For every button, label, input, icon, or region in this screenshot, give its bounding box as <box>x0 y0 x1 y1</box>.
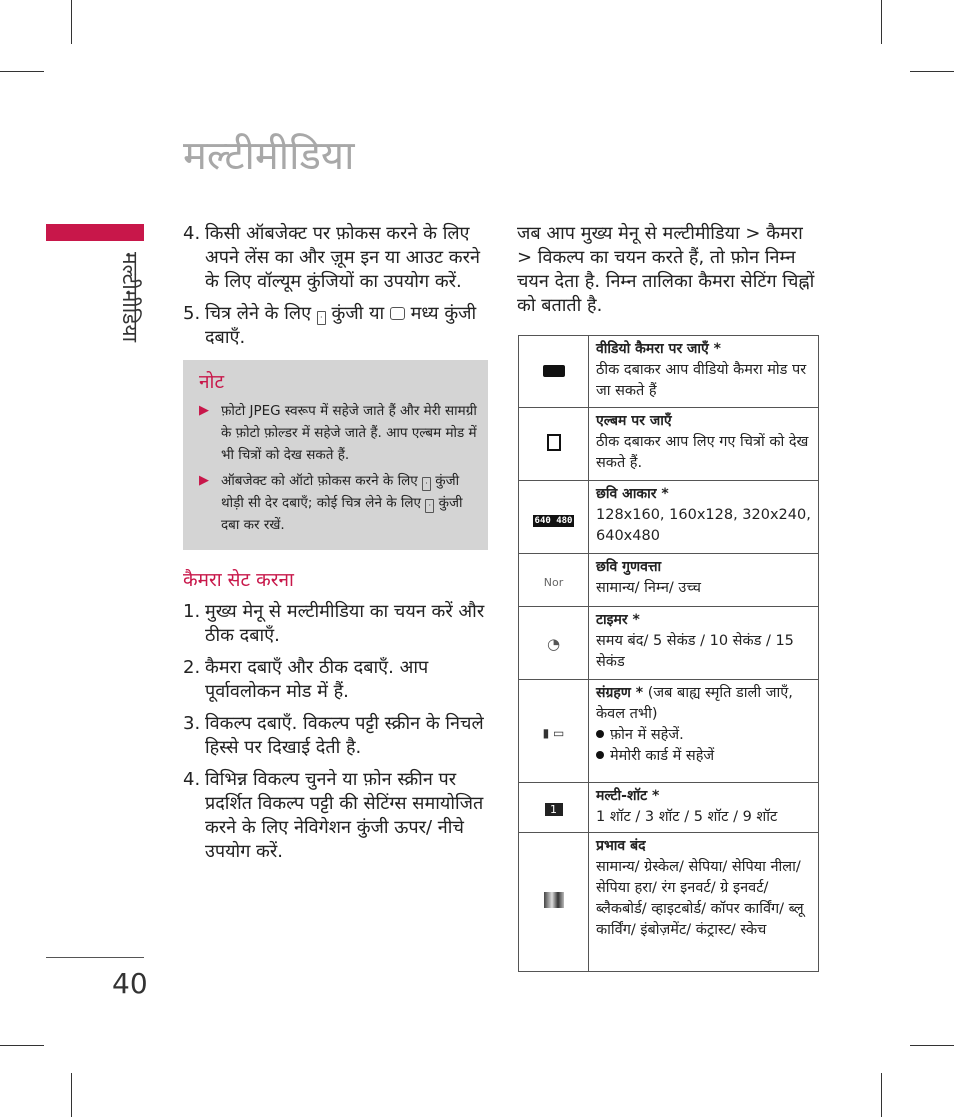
side-section-label: मल्टीमीडिया <box>118 252 142 343</box>
table-row <box>519 607 819 680</box>
left-column <box>183 222 488 872</box>
list-item <box>183 222 488 294</box>
table-row <box>519 336 819 408</box>
note-heading: नोट <box>199 371 225 393</box>
table-row <box>519 408 819 481</box>
list-item <box>183 302 488 350</box>
table-row <box>519 554 819 607</box>
setting-desc: समय बंद/ 5 सेकंड / 10 सेकंड / 15 सेकंड <box>596 633 794 670</box>
step-number: 4. <box>183 769 201 790</box>
crop-mark <box>881 0 882 44</box>
step-text: विभिन्न विकल्प चुनने या फ़ोन स्क्रीन पर प्रदर्शित विकल्प पट्टी की सेटिंग्स समायोजित करने के लिए नेविगेशन कुंजी ऊपर/ नीचे उपयोग करें. <box>205 769 484 862</box>
step-number: 5. <box>183 303 201 324</box>
setting-title: संग्रहण * <box>596 685 644 701</box>
step-text: मुख्य मेनू से मल्टीमीडिया का चयन करें और ठीक दबाएँ. <box>205 601 485 646</box>
step-number: 1. <box>183 601 201 622</box>
setting-option: फ़ोन में सहेजें. <box>610 727 684 743</box>
camera-key-icon: · <box>425 499 434 513</box>
note-item <box>199 470 478 536</box>
step-text: कैमरा दबाएँ और ठीक दबाएँ. आप पूर्वावलोकन मोड में हैं. <box>205 657 429 702</box>
quality-icon: Nor <box>543 575 564 589</box>
setting-title: वीडियो कैमरा पर जाएँ * <box>596 341 721 357</box>
list-item <box>183 768 488 864</box>
step-number: 3. <box>183 713 201 734</box>
camera-settings-table <box>518 335 819 972</box>
step-text: चित्र लेने के लिए · कुंजी या मध्य कुंजी दबाएँ. <box>205 303 477 348</box>
setting-title: प्रभाव बंद <box>596 838 646 854</box>
timer-icon: ◔ <box>546 634 561 653</box>
table-row <box>519 783 819 833</box>
setting-desc: सामान्य/ निम्न/ उच्च <box>596 580 702 596</box>
crop-mark <box>910 1045 954 1046</box>
step-number: 4. <box>183 223 201 244</box>
list-item <box>183 656 488 704</box>
crop-mark <box>0 71 44 72</box>
triangle-bullet-icon: ▶ <box>199 403 209 418</box>
note-text: ऑबजेक्ट को ऑटो फ़ोकस करने के लिए · कुंजी थोड़ी सी देर दबाएँ; कोई चित्र लेने के लिए · कुंजी दबा कर रखें. <box>221 473 463 533</box>
crop-mark <box>881 1073 882 1117</box>
image-size-icon: 640 480 <box>534 515 573 526</box>
section-tab-marker <box>46 224 144 241</box>
setting-desc: 128x160, 160x128, 320x240, 640x480 <box>596 507 811 544</box>
step-number: 2. <box>183 657 201 678</box>
setting-desc: 1 शॉट / 3 शॉट / 5 शॉट / 9 शॉट <box>596 809 778 825</box>
setting-title: मल्टी-शॉट * <box>596 788 660 804</box>
table-row <box>519 833 819 972</box>
bullet-dot-icon <box>596 730 604 738</box>
table-row <box>519 680 819 783</box>
intro-paragraph: जब आप मुख्य मेनू से मल्टीमीडिया > कैमरा > विकल्प का चयन करते हैं, तो फ़ोन निम्न चयन देता है. निम्न तालिका कैमरा सेटिंग चिह्नों को बताती है. <box>517 223 815 316</box>
setting-note: (जब बाह्य स्मृति डाली जाएँ, केवल तभी) <box>596 685 793 722</box>
page-number: 40 <box>112 967 148 1000</box>
list-item <box>183 712 488 760</box>
crop-mark <box>71 1073 72 1117</box>
section-heading: कैमरा सेट करना <box>183 569 294 591</box>
note-item <box>199 400 478 466</box>
video-camera-icon <box>543 365 565 377</box>
storage-icon: ▮ ▭ <box>542 725 565 740</box>
page-title: मल्टीमीडिया <box>183 133 355 179</box>
table-row <box>519 481 819 554</box>
setting-title: एल्बम पर जाएँ <box>596 413 672 429</box>
setting-title: छवि गुणवत्ता <box>596 559 662 575</box>
note-text: फ़ोटो JPEG स्वरूप में सहेजे जाते हैं और मेरी सामग्री के फ़ोटो फ़ोल्डर में सहेजे जाते हैं. आप एल्बम मोड में भी चित्रों को देख सकते हैं. <box>221 403 477 463</box>
setting-desc: ठीक दबाकर आप वीडियो कैमरा मोड पर जा सकते हैं <box>596 362 807 399</box>
setting-desc: सामान्य/ ग्रेस्केल/ सेपिया/ सेपिया नीला/ सेपिया हरा/ रंग इनवर्ट/ ग्रे इनवर्ट/ ब्लैकबोर्ड/ व्हाइटबोर्ड/ कॉपर कार्विंग/ ब्लू कार्विंग/ इंबोज़मेंट/ कंट्रास्ट/ स्केच <box>596 859 804 938</box>
setting-title: टाइमर * <box>596 612 640 628</box>
album-icon <box>547 434 561 451</box>
list-item <box>183 600 488 648</box>
camera-key-icon: · <box>422 477 431 491</box>
ok-key-icon <box>390 307 405 320</box>
crop-mark <box>0 1045 44 1046</box>
crop-mark <box>910 71 954 72</box>
bullet-dot-icon <box>596 751 604 759</box>
note-box <box>183 360 488 550</box>
crop-mark <box>71 0 72 44</box>
setting-title: छवि आकार * <box>596 486 669 502</box>
triangle-bullet-icon: ▶ <box>199 473 209 488</box>
right-column <box>517 222 819 318</box>
effect-icon <box>544 892 564 908</box>
step-text: विकल्प दबाएँ. विकल्प पट्टी स्क्रीन के निचले हिस्से पर दिखाई देती है. <box>205 713 484 758</box>
camera-key-icon: · <box>317 311 326 325</box>
setting-option: मेमोरी कार्ड में सहेजें <box>610 748 715 764</box>
page-number-divider <box>46 957 144 958</box>
multi-shot-icon: 1 <box>545 803 563 816</box>
setting-desc: ठीक दबाकर आप लिए गए चित्रों को देख सकते हैं. <box>596 434 809 471</box>
step-text: किसी ऑबजेक्ट पर फ़ोकस करने के लिए अपने लेंस का और ज़ूम इन या आउट करने के लिए वॉल्यूम कुंजियों का उपयोग करें. <box>205 223 480 292</box>
